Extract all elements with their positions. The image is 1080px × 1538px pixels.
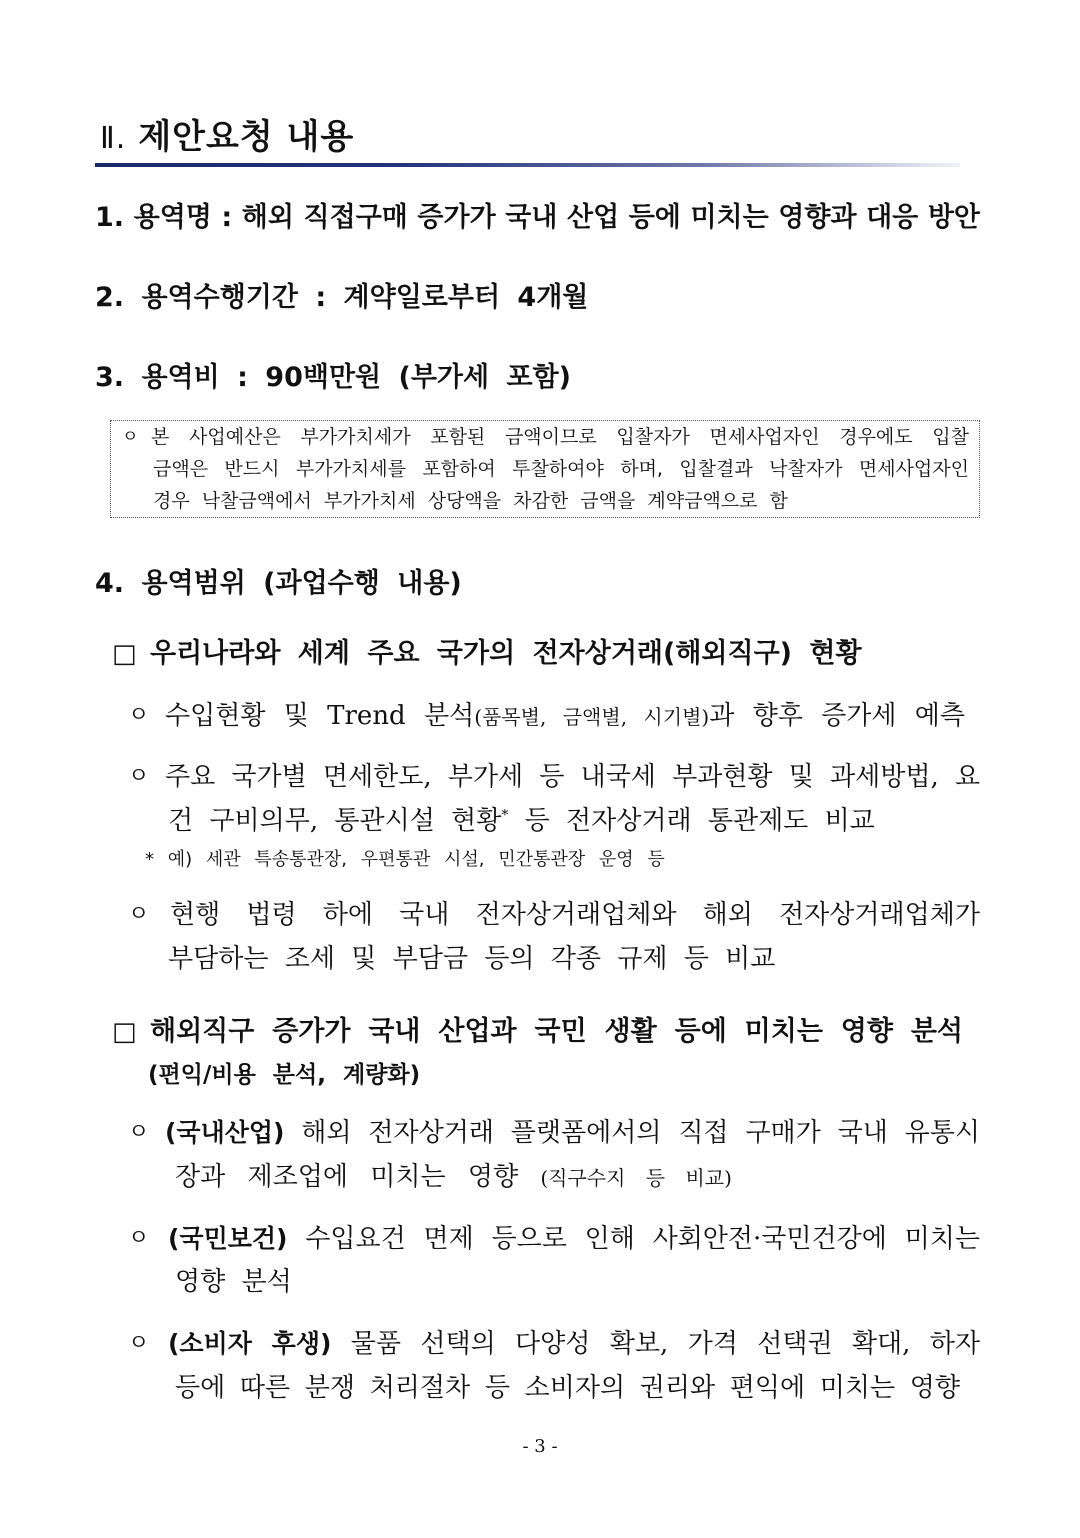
bullet-text: 수입요건 면제 등으로 인해 사회안전·국민건강에 미치는 (305, 1224, 981, 1254)
footnote: * 예) 세관 특송통관장, 우편통관 시설, 민간통관장 운영 등 (145, 849, 665, 870)
item-service-name: 1. 용역명 : 해외 직접구매 증가가 국내 산업 등에 미치는 영향과 대응 방안 (95, 202, 980, 233)
bullet-import-trend (165, 699, 965, 734)
item-service-period: 2. 용역수행기간 : 계약일로부터 4개월 (95, 282, 589, 313)
bullet-label: (국민보건) (168, 1224, 288, 1253)
bullet-text: 수입현황 및 Trend 분석 (165, 701, 475, 731)
section-2-title: 해외직구 증가가 국내 산업과 국민 생활 등에 미치는 영향 분석 (150, 1016, 963, 1047)
bullet-domestic-industry-line-1 (165, 1116, 980, 1150)
note-line-3: 경우 낙찰금액에서 부가가치세 상당액을 차감한 금액을 계약금액으로 함 (153, 490, 788, 512)
bullet-parenthetical: (직구수지 등 비교) (540, 1166, 732, 1190)
bullet-marker: ㅇ (128, 1120, 150, 1145)
bullet-parenthetical: (품목별, 금액별, 시기별) (474, 705, 710, 729)
bullet-marker: ㅇ (128, 1331, 150, 1356)
footnote-asterisk: * (501, 807, 509, 824)
bullet-text: 물품 선택의 다양성 확보, 가격 선택권 확대, 하자 (350, 1329, 980, 1359)
section-2-checkbox-marker: □ (112, 1017, 137, 1047)
bullet-tax-comparison-line-1: 주요 국가별 면세한도, 부가세 등 내국세 부과현황 및 과세방법, 요 (165, 762, 980, 792)
item-service-scope: 4. 용역범위 (과업수행 내용) (95, 568, 462, 599)
bullet-domestic-industry-line-2 (175, 1160, 732, 1195)
bullet-marker: ㅇ (128, 1226, 150, 1251)
bullet-public-health-line-2: 영향 분석 (175, 1267, 292, 1297)
bullet-marker: ㅇ (128, 703, 150, 728)
section-heading (100, 115, 354, 159)
bullet-label: (소비자 후생) (168, 1329, 332, 1358)
note-line-1: 본 사업예산은 부가가치세가 포함된 금액이므로 입찰자가 면세사업자인 경우에도 입찰 (151, 426, 969, 448)
bullet-text: 등 전자상거래 통관제도 비교 (508, 806, 875, 836)
item-service-cost: 3. 용역비 : 90백만원 (부가세 포함) (95, 362, 571, 393)
note-bullet: ㅇ (122, 427, 139, 447)
page-number: - 3 - (522, 1436, 558, 1457)
bullet-consumer-welfare-line-2: 등에 따른 분쟁 처리절차 등 소비자의 권리와 편익에 미치는 영향 (175, 1373, 960, 1403)
section-2-subtitle: (편익/비용 분석, 계량화) (148, 1062, 421, 1088)
bullet-text: 해외 전자상거래 플랫폼에서의 직접 구매가 국내 유통시 (301, 1118, 980, 1148)
bullet-label: (국내산업) (165, 1118, 285, 1147)
bullet-text: 건 구비의무, 통관시설 현황 (168, 806, 502, 836)
section-title: 제안요청 내용 (138, 117, 355, 157)
vat-note-box (110, 420, 980, 518)
bullet-marker: ㅇ (128, 902, 150, 927)
section-numeral: Ⅱ. (100, 121, 127, 156)
bullet-public-health-line-1 (168, 1222, 980, 1256)
bullet-regulation-line-1: 현행 법령 하에 국내 전자상거래업체와 해외 전자상거래업체가 (170, 900, 980, 930)
section-1-title: 우리나라와 세계 주요 국가의 전자상거래(해외직구) 현황 (150, 638, 862, 669)
section-1-checkbox-marker: □ (112, 639, 137, 669)
bullet-marker: ㅇ (128, 764, 150, 789)
bullet-consumer-welfare-line-1 (168, 1327, 980, 1361)
heading-underline (95, 163, 960, 167)
bullet-text: 과 향후 증가세 예측 (709, 701, 965, 731)
bullet-tax-comparison-line-2 (168, 804, 875, 838)
note-line-2: 금액은 반드시 부가가치세를 포함하여 투찰하여야 하며, 입찰결과 낙찰자가 면세사업자인 (153, 458, 969, 480)
bullet-regulation-line-2: 부담하는 조세 및 부담금 등의 각종 규제 등 비교 (168, 944, 776, 974)
bullet-text: 장과 제조업에 미치는 영향 (175, 1162, 519, 1192)
